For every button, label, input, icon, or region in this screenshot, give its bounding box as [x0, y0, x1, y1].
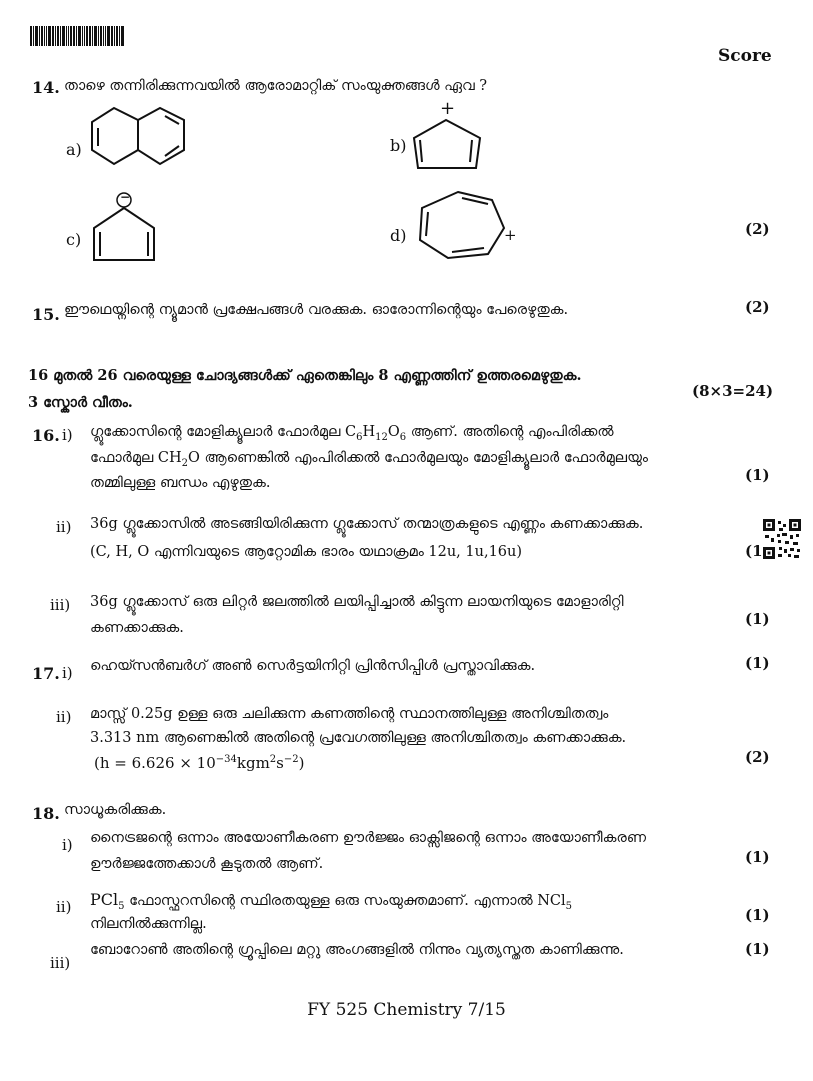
- q17-i-marks: (1): [745, 654, 770, 672]
- q16-ii-line2: (C, H, O എന്നിവയുടെ ആറ്റോമിക ഭാരം യഥാക്രമം 12u, 1u,16u): [90, 544, 523, 560]
- q16-iii-line1: 36g ഗ്ലൂക്കോസ് ഒരു ലിറ്റർ ജലത്തിൽ ലയിപ്പിച്ചാൽ കിട്ടുന്ന ലായനിയുടെ മോളാരിറ്റി: [90, 594, 624, 610]
- q18-iii-text: ബോറോൺ അതിന്റെ ഗ്രൂപ്പിലെ മറ്റു അംഗങ്ങളിൽ നിന്നും വ്യത്യസ്തത കാണിക്കുന്നു.: [90, 942, 624, 958]
- q18-ii-marks: (1): [745, 906, 770, 924]
- cyclopentadienyl-cation-structure: [412, 118, 492, 178]
- dihydronaphthalene-structure: [86, 106, 196, 186]
- q16-ii-line1: 36g ഗ്ലൂക്കോസിൽ അടങ്ങിയിരിക്കുന്ന ഗ്ലൂക്കോസ് തന്മാത്രകളുടെ എണ്ണം കണക്കാക്കുക.: [90, 516, 644, 532]
- q17-ii-marks: (2): [745, 748, 770, 766]
- q14-option-a-label: a): [66, 140, 82, 159]
- instructions-marks: (8×3=24): [692, 382, 774, 400]
- q16-iii-label: iii): [50, 596, 71, 614]
- q18-i-marks: (1): [745, 848, 770, 866]
- q15-text: ഈഥെയ്നിന്റെ ന്യൂമാൻ പ്രക്ഷേപങ്ങൾ വരക്കുക. ഓരോന്നിന്റെയും പേരെഴുതുക.: [64, 302, 569, 318]
- barcode: [30, 26, 142, 46]
- q17-ii-line2: 3.313 nm ആണെങ്കിൽ അതിന്റെ പ്രവേഗത്തിലുള്ള അനിശ്ചിതത്വം കണക്കാക്കുക.: [90, 730, 627, 746]
- q18-iii-marks: (1): [745, 940, 770, 958]
- q14-text: താഴെ തന്നിരിക്കുന്നവയിൽ ആരോമാറ്റിക് സംയുക്തങ്ങൾ ഏവ ?: [64, 78, 488, 94]
- q14-option-d-label: d): [390, 226, 407, 245]
- q17-ii-formula: $(h = 6.626 \times 10^{-34}kgm^2s^{-2})$: [94, 754, 305, 772]
- q17-i-label: i): [62, 664, 73, 682]
- q18-ii-line2: നിലനിൽക്കുന്നില്ല.: [90, 916, 207, 932]
- q16-i-line3: തമ്മിലുള്ള ബന്ധം എഴുതുക.: [90, 475, 271, 491]
- q14-option-c-label: c): [66, 230, 82, 249]
- q16-number: 16.: [32, 426, 60, 445]
- q18-i-label: i): [62, 836, 73, 854]
- q14-number: 14.: [32, 78, 60, 97]
- q16-i-line2: ഫോർമുല $CH_2O$ ആണെങ്കിൽ എംപിരിക്കൽ ഫോർമുലയും മോളിക്യൂലാർ ഫോർമുലയും: [90, 450, 648, 469]
- qr-code: [763, 519, 801, 559]
- page-footer: FY 525 Chemistry 7/15: [307, 1000, 506, 1020]
- q16-iii-marks: (1): [745, 610, 770, 628]
- q18-ii-label: ii): [56, 898, 72, 916]
- q15-number: 15.: [32, 305, 60, 324]
- q18-i-line2: ഊർജ്ജത്തേക്കാൾ കൂടുതൽ ആണ്.: [90, 856, 324, 872]
- q18-text: സാധൂകരിക്കുക.: [64, 802, 167, 818]
- cyclopentadienyl-anion-structure: [88, 206, 168, 266]
- instructions-line1: 16 മുതൽ 26 വരെയുള്ള ചോദ്യങ്ങൾക്ക് ഏതെങ്കിലും 8 എണ്ണത്തിന് ഉത്തരമെഴുതുക.: [28, 367, 582, 384]
- q18-ii-line1: PCl$_5$ ഫോസ്ഫറസിന്റെ സ്ഥിരതയുള്ള ഒരു സംയുക്തമാണ്. എന്നാൽ NCl$_5$: [90, 890, 573, 912]
- q17-i-text: ഹെയ്സൻബർഗ് അൺ സെർട്ടയിനിറ്റി പ്രിൻസിപ്പിൾ പ്രസ്താവിക്കുക.: [90, 658, 536, 674]
- q18-i-line1: നൈട്രജന്റെ ഒന്നാം അയോണീകരണ ഊർജ്ജം ഓക്സിജന്റെ ഒന്നാം അയോണീകരണ: [90, 830, 647, 846]
- q14-c-charge: −: [120, 190, 131, 204]
- instructions-line2: 3 സ്കോർ വീതം.: [28, 394, 133, 411]
- q16-i-marks: (1): [745, 466, 770, 484]
- q14-marks: (2): [745, 220, 770, 238]
- q15-marks: (2): [745, 298, 770, 316]
- q14-b-charge: +: [440, 98, 456, 119]
- q14-d-charge: +: [504, 226, 517, 244]
- q16-i-line1: ഗ്ലൂക്കോസിന്റെ മോളിക്യൂലാർ ഫോർമുല $C_6H_{12}O_6$ ആണ്. അതിന്റെ എംപിരിക്കൽ: [90, 424, 614, 443]
- q18-number: 18.: [32, 804, 60, 823]
- score-label: Score: [718, 46, 772, 66]
- q14-option-b-label: b): [390, 136, 407, 155]
- q18-iii-label: iii): [50, 954, 71, 972]
- q16-i-label: i): [62, 426, 73, 444]
- q16-iii-line2: കണക്കാക്കുക.: [90, 620, 184, 636]
- q16-ii-marks: (1: [745, 542, 763, 560]
- q17-number: 17.: [32, 664, 60, 683]
- q16-ii-label: ii): [56, 518, 72, 536]
- q17-ii-line1: മാസ്സ് 0.25g ഉള്ള ഒരു ചലിക്കുന്ന കണത്തിന്റെ സ്ഥാനത്തിലുള്ള അനിശ്ചിതത്വം: [90, 706, 609, 722]
- q17-ii-label: ii): [56, 708, 72, 726]
